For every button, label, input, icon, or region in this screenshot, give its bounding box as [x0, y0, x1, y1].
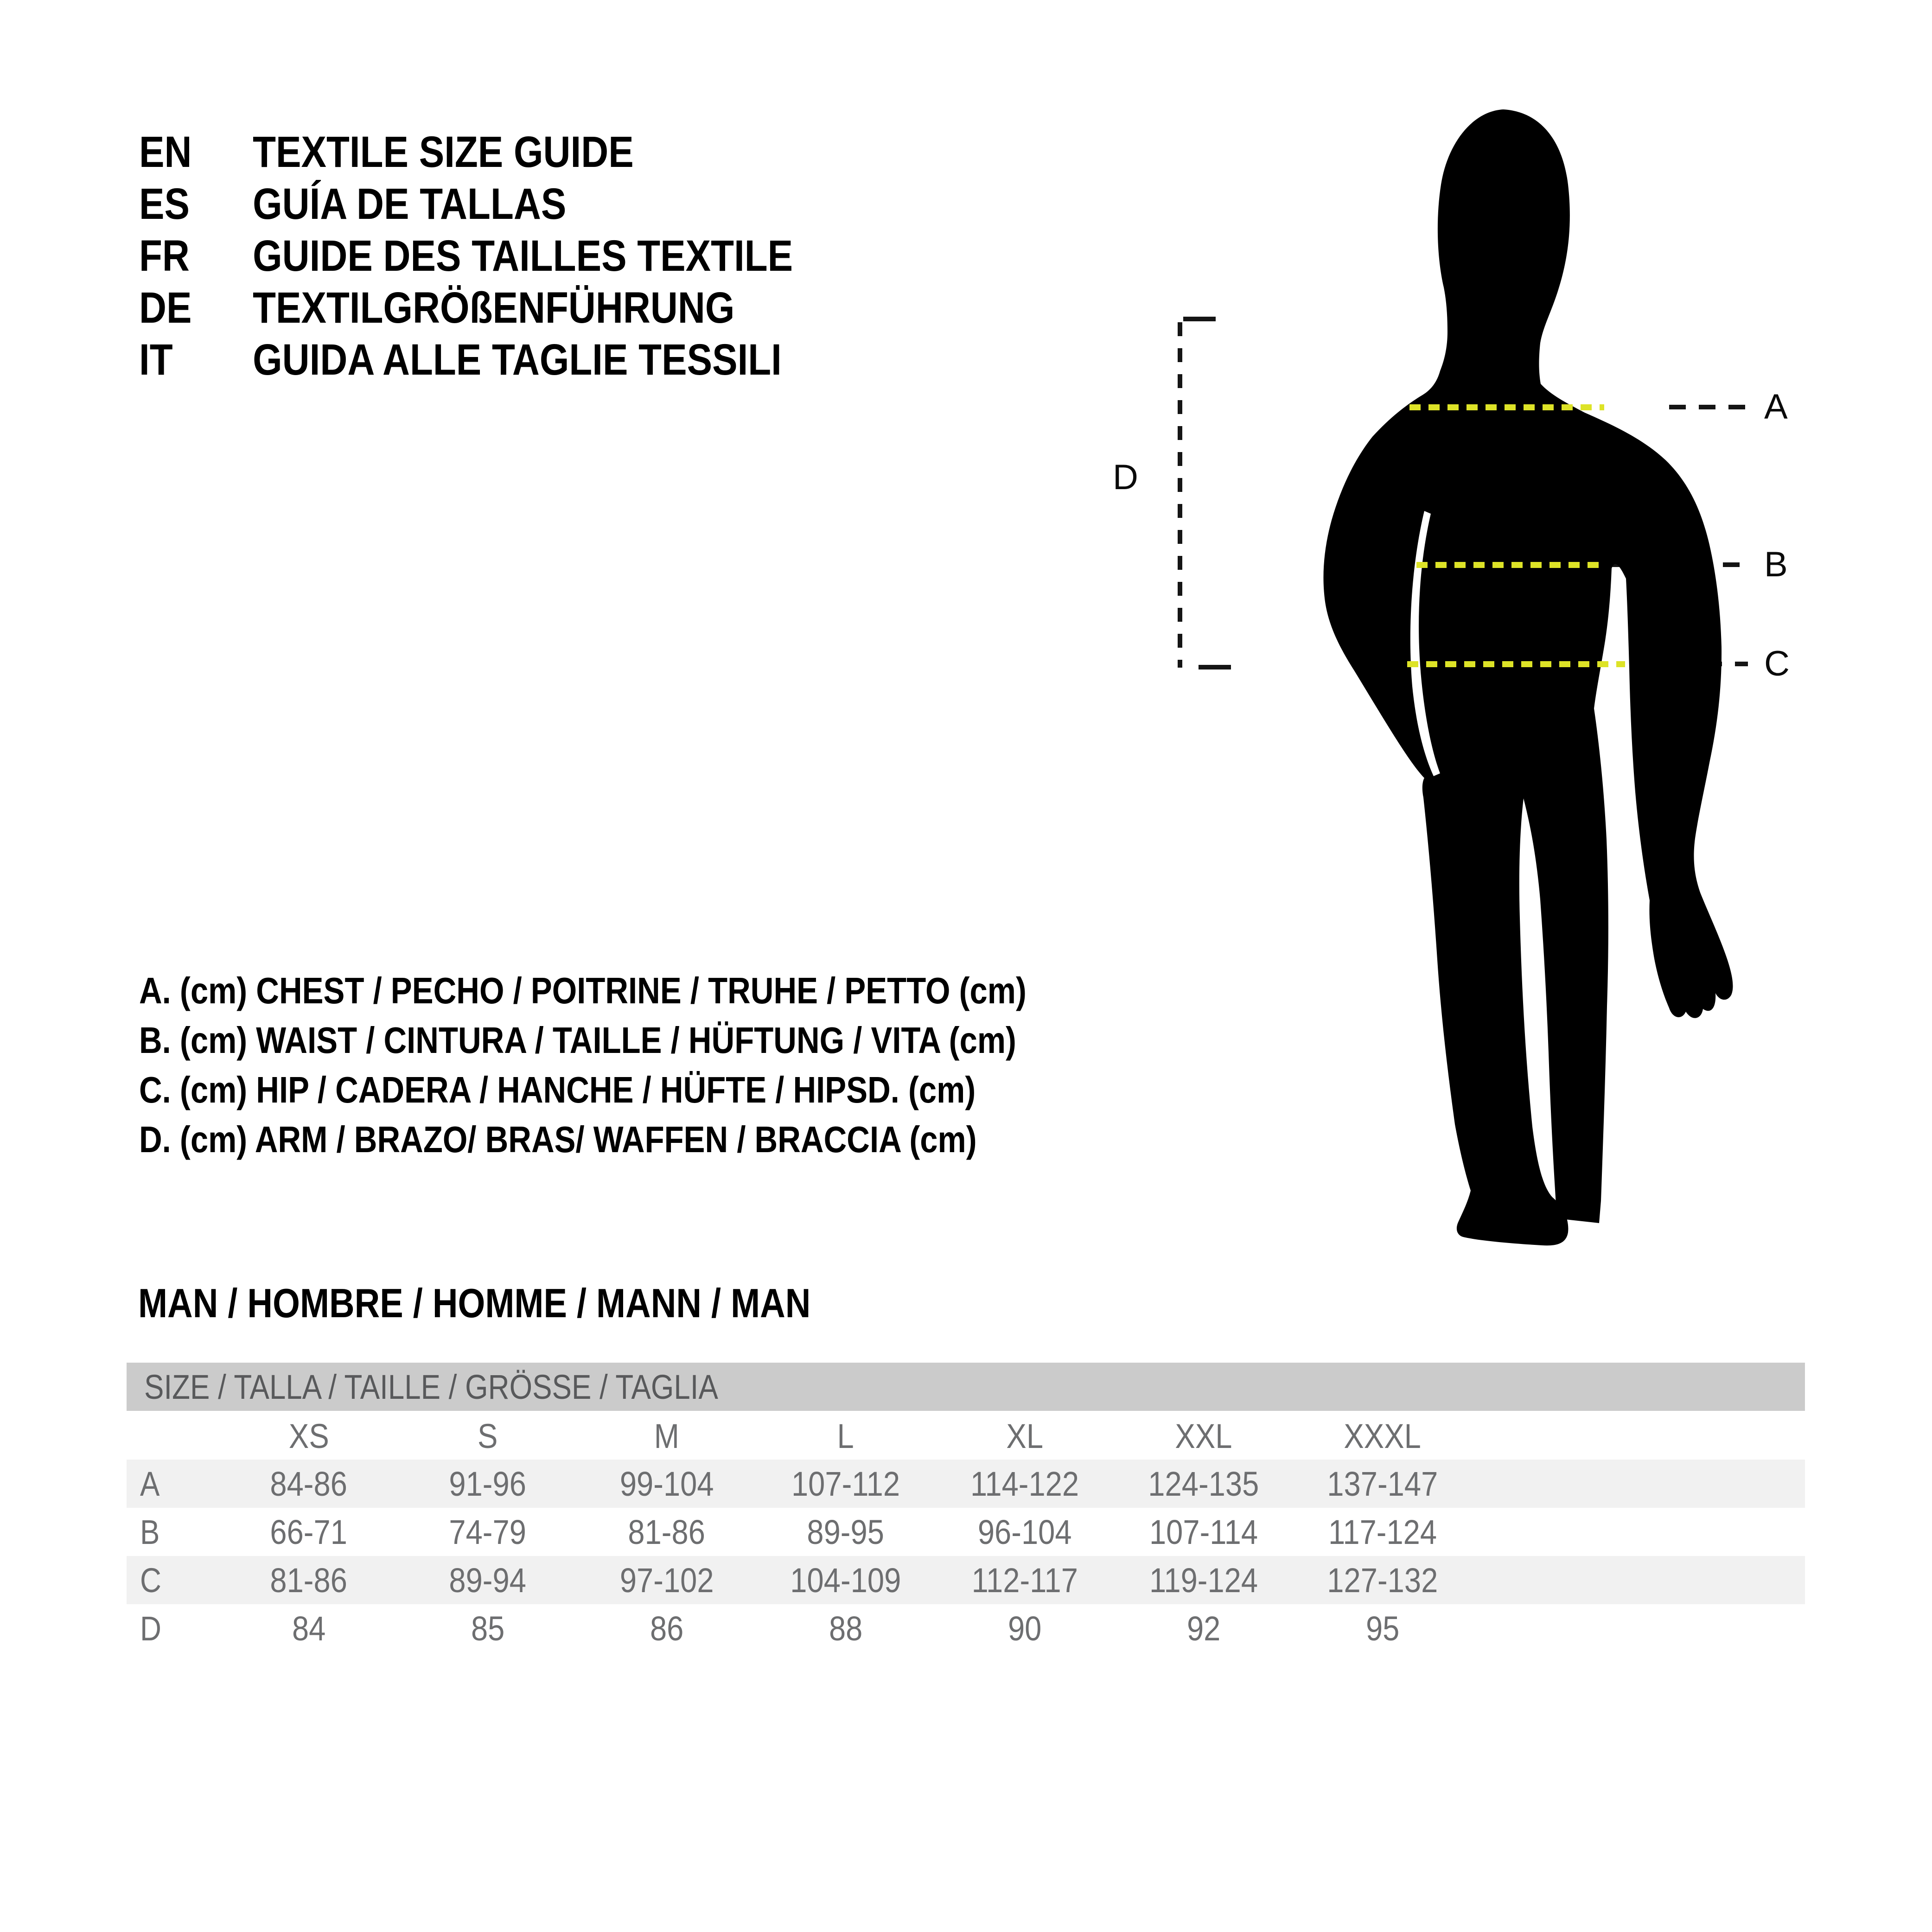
table-cell: 112-117	[971, 1561, 1078, 1600]
table-cell: 124-135	[1148, 1464, 1259, 1503]
table-cell: 91-96	[449, 1464, 527, 1503]
table-row	[127, 1556, 1805, 1604]
size-column-header: XS	[288, 1416, 329, 1455]
size-columns-row	[127, 1412, 1805, 1460]
language-code: IT	[139, 335, 173, 384]
guide-title: GUÍA DE TALLAS	[253, 179, 567, 229]
label-chest: A	[1764, 387, 1788, 427]
table-cell: 114-122	[970, 1464, 1079, 1503]
table-row	[127, 1508, 1805, 1556]
legend-line-arm: D. (cm) ARM / BRAZO/ BRAS/ WAFFEN / BRACCIA (cm)	[139, 1119, 977, 1160]
table-cell: 90	[1007, 1609, 1042, 1648]
table-cell: 81-86	[270, 1561, 348, 1600]
language-title-block	[139, 126, 899, 386]
language-row	[139, 282, 793, 334]
row-label: A	[140, 1464, 160, 1503]
table-cell: 107-114	[1149, 1512, 1258, 1551]
measurement-legend	[139, 966, 1171, 1164]
language-row	[139, 230, 793, 282]
language-row	[139, 334, 793, 386]
row-label: C	[140, 1561, 161, 1600]
table-cell: 88	[829, 1609, 863, 1648]
size-table-header-label: SIZE / TALLA / TAILLE / GRÖSSE / TAGLIA	[144, 1367, 718, 1406]
language-code: DE	[139, 283, 192, 332]
arm-line-top-tick	[1183, 317, 1216, 321]
legend-line-hip: C. (cm) HIP / CADERA / HANCHE / HÜFTE / HIPSD. (cm)	[139, 1069, 976, 1110]
size-column-header: L	[837, 1416, 854, 1455]
table-row	[127, 1604, 1805, 1652]
table-cell: 96-104	[977, 1512, 1072, 1551]
table-row	[127, 1460, 1805, 1508]
table-cell: 99-104	[619, 1464, 714, 1503]
arm-length-line	[1178, 322, 1182, 668]
size-column-header: S	[478, 1416, 498, 1455]
size-table-header-bar	[127, 1363, 1805, 1411]
label-waist: B	[1764, 545, 1788, 584]
table-cell: 86	[650, 1609, 684, 1648]
legend-line-waist: B. (cm) WAIST / CINTURA / TAILLE / HÜFTUNG / VITA (cm)	[139, 1020, 1016, 1061]
table-cell: 97-102	[619, 1561, 714, 1600]
table-group-title: MAN / HOMBRE / HOMME / MANN / MAN	[138, 1280, 811, 1326]
man-silhouette	[1284, 107, 1748, 1247]
size-column-header: XXL	[1175, 1416, 1232, 1455]
table-cell: 95	[1365, 1609, 1400, 1648]
chest-line-yellow	[1409, 404, 1604, 410]
row-label: B	[140, 1512, 160, 1551]
arm-line-bottom-tick	[1199, 665, 1231, 670]
table-cell: 89-95	[807, 1512, 885, 1551]
table-cell: 119-124	[1149, 1561, 1258, 1600]
table-cell: 127-132	[1327, 1561, 1438, 1600]
language-code: EN	[139, 128, 192, 177]
table-cell: 89-94	[449, 1561, 527, 1600]
legend-line-chest: A. (cm) CHEST / PECHO / POITRINE / TRUHE / PETTO (cm)	[139, 970, 1027, 1011]
size-column-header: M	[654, 1416, 680, 1455]
label-arm: D	[1113, 458, 1138, 497]
table-cell: 74-79	[449, 1512, 527, 1551]
table-cell: 85	[471, 1609, 505, 1648]
language-row	[139, 126, 793, 178]
table-cell: 137-147	[1327, 1464, 1438, 1503]
table-cell: 84-86	[270, 1464, 348, 1503]
guide-title: TEXTILE SIZE GUIDE	[253, 128, 634, 177]
table-cell: 104-109	[790, 1561, 901, 1600]
table-cell: 66-71	[270, 1512, 348, 1551]
label-hip: C	[1764, 644, 1790, 683]
waist-line-yellow	[1416, 562, 1602, 568]
language-row	[139, 178, 793, 230]
row-label: D	[140, 1609, 161, 1648]
table-cell: 117-124	[1328, 1512, 1437, 1551]
table-cell: 81-86	[628, 1512, 706, 1551]
guide-title: TEXTILGRÖßENFÜHRUNG	[253, 283, 735, 332]
table-cell: 92	[1186, 1609, 1221, 1648]
table-cell: 84	[292, 1609, 326, 1648]
size-column-header: XL	[1006, 1416, 1043, 1455]
guide-title: GUIDE DES TAILLES TEXTILE	[253, 231, 793, 281]
size-column-header: XXXL	[1344, 1416, 1422, 1455]
language-code: ES	[139, 179, 190, 229]
guide-title: GUIDA ALLE TAGLIE TESSILI	[253, 335, 782, 384]
language-code: FR	[139, 231, 190, 281]
hip-line-yellow	[1407, 661, 1625, 667]
table-cell: 107-112	[791, 1464, 900, 1503]
